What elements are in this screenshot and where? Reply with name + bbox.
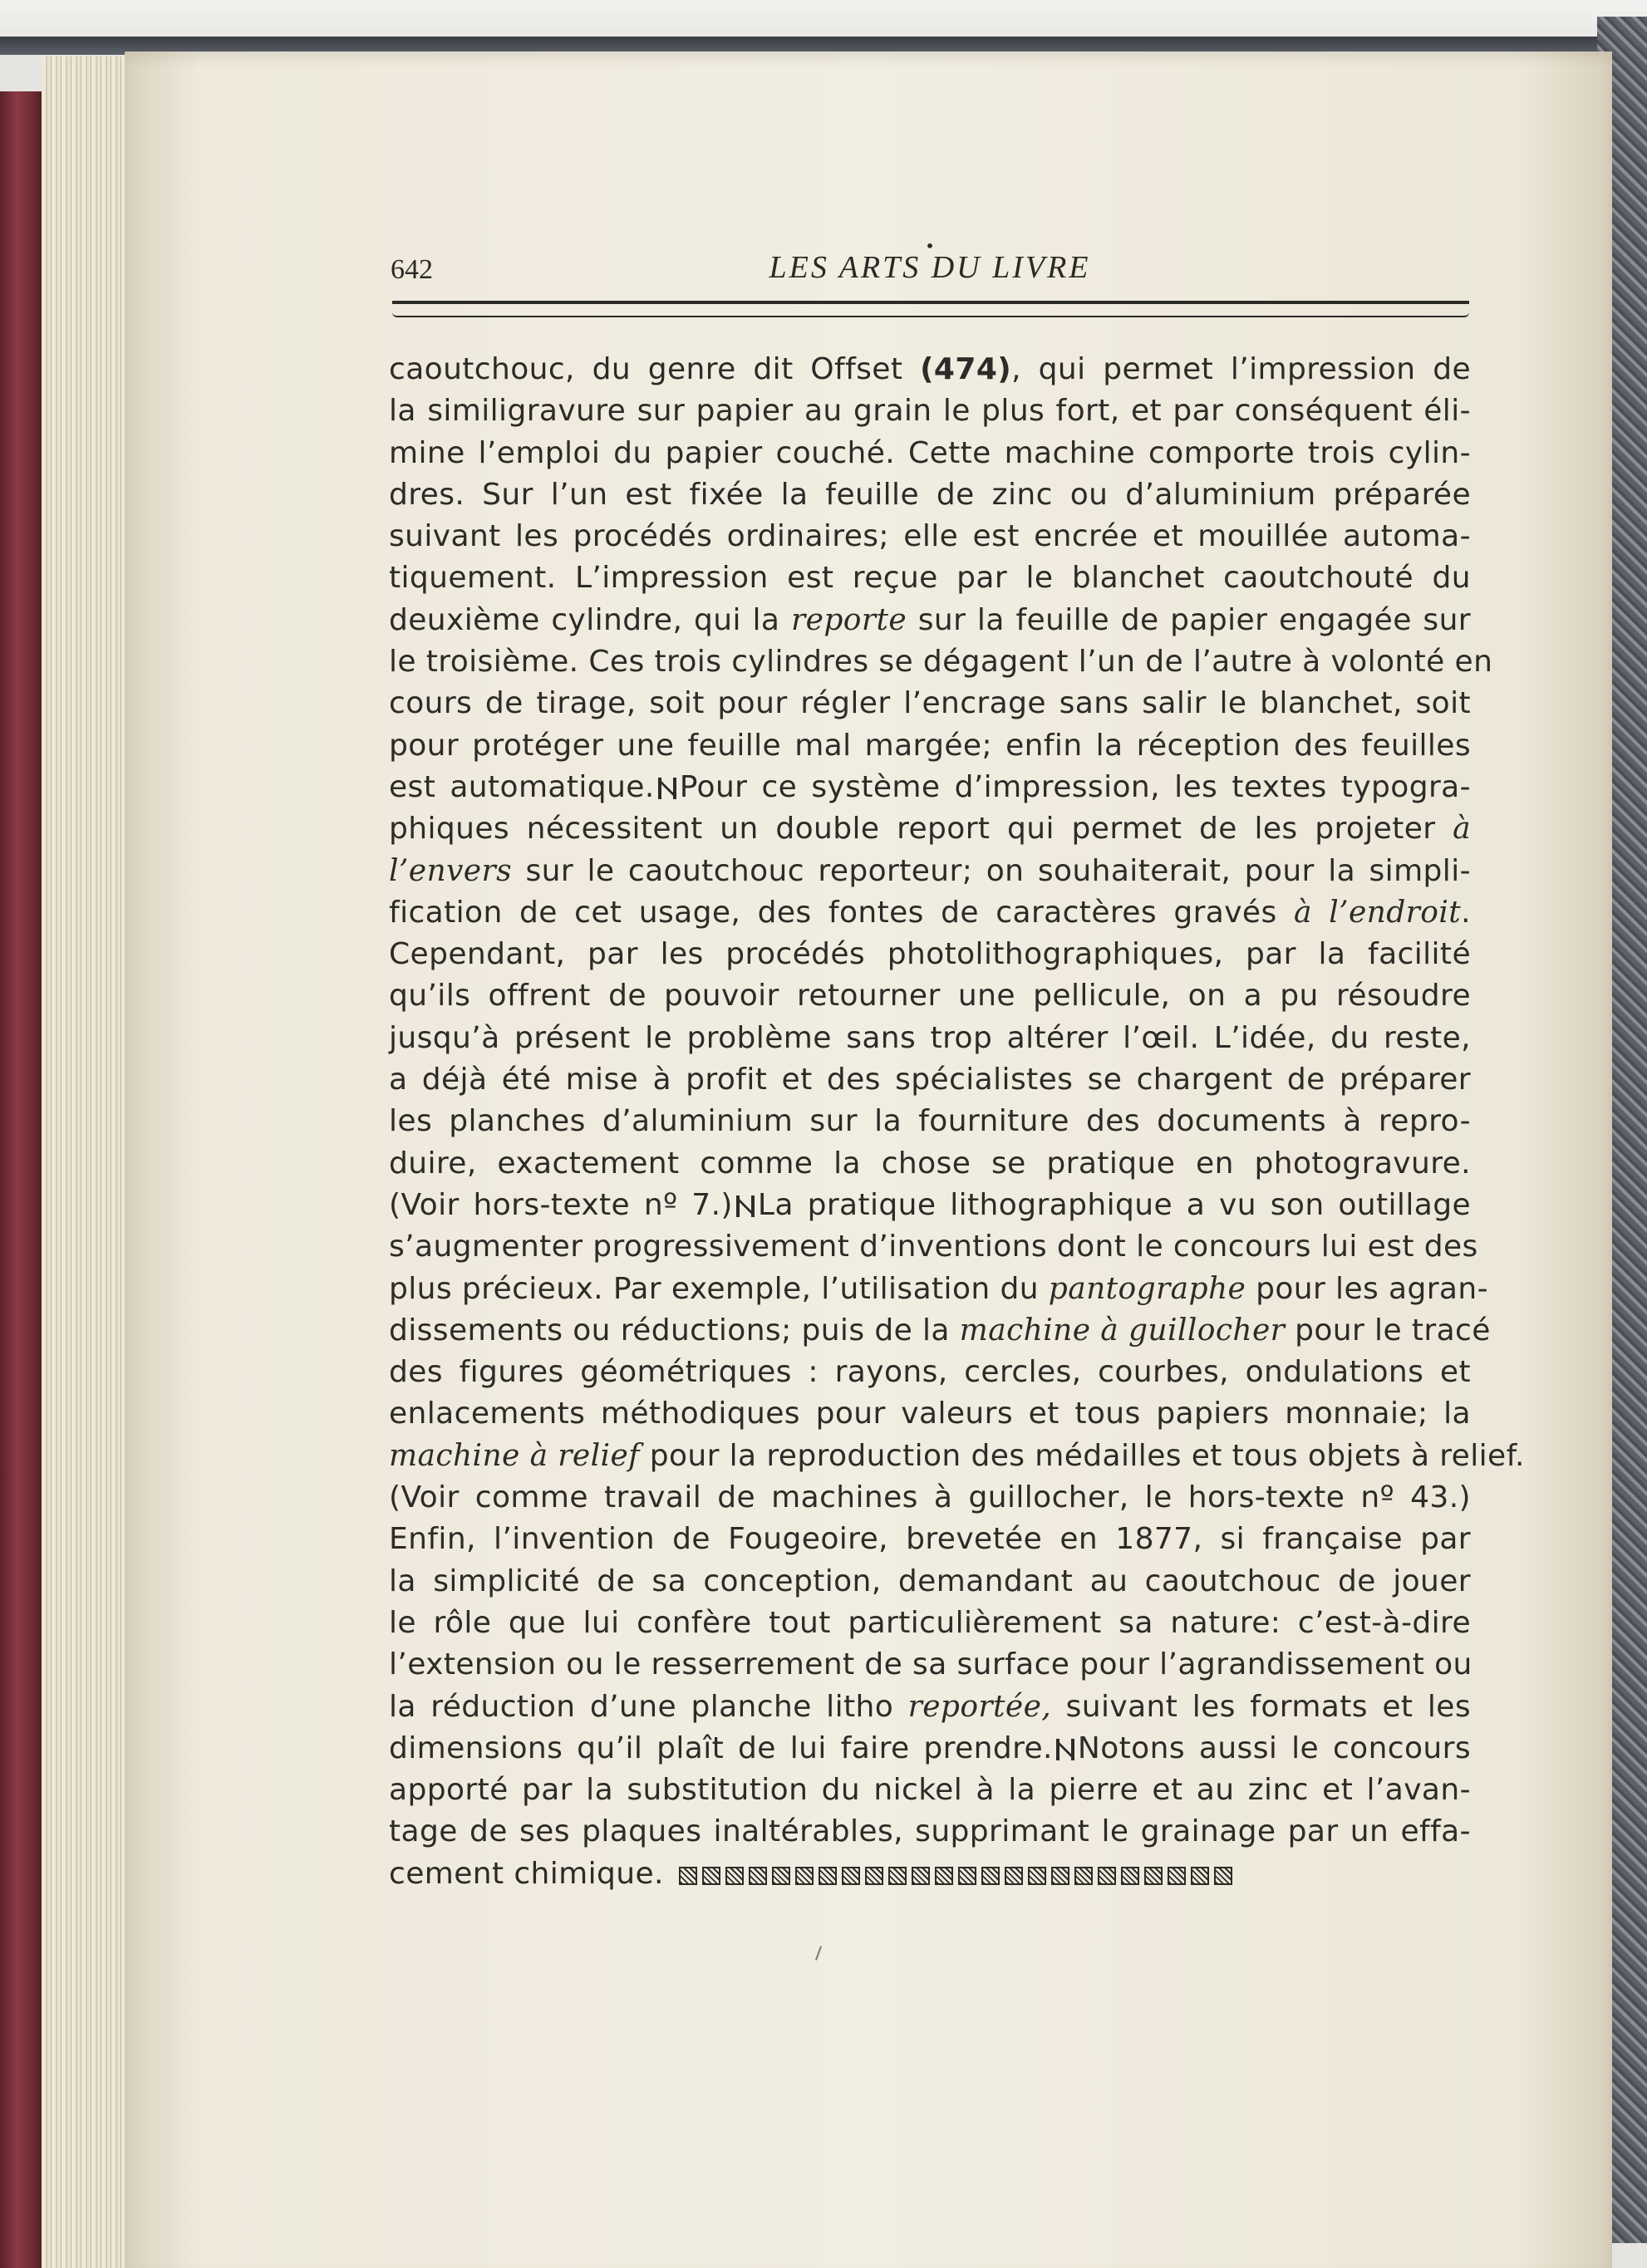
running-title: LES ARTS DU LIVRE [769,250,1091,285]
text-line: la simplicité de sa conception, demandant au caoutchouc de jouer [389,1564,1471,1598]
text-run: (Voir hors-texte nº 7.) [389,1187,733,1222]
text-line: des figures géométriques : rayons, cercles, courbes, ondulations et [389,1355,1471,1390]
square-fleuron-icon [1191,1867,1209,1885]
square-fleuron-icon [842,1867,860,1885]
text-line: duire, exactement comme la chose se pratique en photogravure. [389,1146,1471,1181]
page-header [391,249,1469,292]
square-fleuron-icon [1144,1867,1163,1885]
square-fleuron-icon [1168,1867,1186,1885]
square-fleuron-icon [1028,1867,1046,1885]
text-line: pour protéger une feuille mal margée; enfin la réception des feuilles [389,728,1471,763]
text-line: Enfin, l’invention de Fougeoire, brevetée en 1877, si française par [389,1522,1471,1557]
text-run: . [1461,895,1471,930]
text-line [389,1686,1471,1728]
text-line [389,851,1471,892]
text-line [389,600,1471,641]
italic-term: pantographe [1048,1271,1246,1306]
text-line [389,1436,1525,1477]
square-fleuron-icon [981,1867,1000,1885]
text-line: (Voir comme travail de machines à guillocher, le hors-texte nº 43.) [389,1480,1471,1515]
text-line-final [389,1853,1471,1895]
square-fleuron-icon [819,1867,837,1885]
square-fleuron-icon [865,1867,883,1885]
text-line: le rôle que lui confère tout particulièrement sa nature: c’est-à-dire [389,1605,1471,1640]
square-fleuron-icon [1051,1867,1069,1885]
italic-term: machine à relief [389,1438,640,1473]
square-fleuron-icon [1098,1867,1116,1885]
italic-term: à l’endroit [1293,895,1462,930]
text-line: s’augmenter progressivement d’inventions dont le concours lui est des [389,1230,1478,1264]
text-line [389,1269,1488,1310]
text-line: tiquement. L’impression est reçue par le blanchet caoutchouté du [389,561,1471,596]
text-line [389,349,1471,390]
text-line [389,808,1471,850]
text-line: la similigravure sur papier au grain le plus fort, et par conséquent éli- [389,394,1471,429]
square-fleuron-icon [888,1867,907,1885]
square-fleuron-icon [935,1867,953,1885]
text-run: La pratique lithographique a vu son outillage [757,1187,1472,1222]
italic-term: à [1453,812,1471,847]
text-line: Cependant, par les procédés photolithographiques, par la facilité [389,937,1471,972]
square-fleuron-icon [702,1867,720,1885]
text-line: dres. Sur l’un est fixée la feuille de zinc ou d’aluminium préparée [389,477,1471,512]
italic-term: reporte [791,602,907,637]
square-fleuron-icon [912,1867,930,1885]
header-dot: • [925,236,935,256]
text-line: enlacements méthodiques pour valeurs et tous papiers monnaie; la [389,1397,1471,1431]
text-run: est automatique. [389,769,655,804]
text-run: fication de cet usage, des fontes de caractères gravés [389,895,1294,930]
square-fleuron-icon [772,1867,790,1885]
square-fleuron-icon [725,1867,744,1885]
body-text [389,349,1525,1895]
square-fleuron-icon [1005,1867,1023,1885]
text-line [389,767,1471,808]
text-line: l’extension ou le resserrement de sa surface pour l’agrandissement ou [389,1647,1472,1682]
text-run: sur le caoutchouc reporteur; on souhaiterait, pour la simpli- [511,853,1471,888]
text-run: pour les agran- [1246,1271,1488,1306]
text-run: caoutchouc, du genre dit Offset [389,352,921,386]
text-run: pour le tracé [1285,1313,1491,1348]
text-run: pour la reproduction des médailles et tous objets à relief. [639,1438,1525,1473]
text-line: cours de tirage, soit pour régler l’encrage sans salir le blanchet, soit [389,686,1471,721]
text-line: jusqu’à présent le problème sans trop altérer l’œil. L’idée, du reste, [389,1020,1471,1055]
section-dingbat-icon [658,778,676,799]
text-line: mine l’emploi du papier couché. Cette machine comporte trois cylin- [389,435,1471,470]
text-run: dissements ou réductions; puis de la [389,1313,960,1348]
square-fleuron-icon [1214,1867,1232,1885]
text-run: la réduction d’une planche litho [389,1689,908,1724]
text-run: phiques nécessitent un double report qui permet de les projeter [389,812,1453,847]
book-binding-spine [0,91,43,2268]
text-line: a déjà été mise à profit et des spécialistes se chargent de préparer [389,1063,1471,1097]
square-fleuron-icon [679,1867,697,1885]
text-line: suivant les procédés ordinaires; elle est encrée et mouillée automa- [389,519,1471,554]
text-line [389,1310,1491,1352]
text-line: apporté par la substitution du nickel à la pierre et au zinc et l’avan- [389,1773,1471,1808]
text-run: plus précieux. Par exemple, l’utilisation du [389,1271,1049,1306]
header-rule [392,301,1469,317]
line-filler-ornaments [679,1853,1237,1895]
square-fleuron-icon [1121,1867,1139,1885]
square-fleuron-icon [749,1867,767,1885]
page-number: 642 [391,254,433,285]
section-dingbat-icon [736,1195,755,1217]
text-line: tage de ses plaques inaltérables, supprimant le grainage par un effa- [389,1814,1471,1849]
text-line: les planches d’aluminium sur la fourniture des documents à repro- [389,1104,1471,1139]
text-line: le troisième. Ces trois cylindres se dégagent l’un de l’autre à volonté en [389,645,1493,680]
text-line: qu’ils offrent de pouvoir retourner une pellicule, on a pu résoudre [389,979,1471,1014]
italic-term: machine à guillocher [959,1313,1286,1348]
italic-term: l’envers [389,853,512,888]
text-line [389,892,1471,934]
text-line [389,1185,1471,1226]
text-run: Notons aussi le concours [1077,1730,1471,1765]
text-run: suivant les formats et les [1051,1689,1471,1724]
figure-reference: (474) [920,352,1012,386]
section-dingbat-icon [1056,1739,1074,1760]
text-run: cement chimique. [389,1856,664,1891]
text-run: Pour ce système d’impression, les textes typogra- [679,769,1472,804]
text-run: , qui permet l’impression de [1011,352,1471,386]
text-run: dimensions qu’il plaît de lui faire prendre. [389,1730,1053,1765]
page-stack-edges [42,56,131,2268]
text-run: deuxième cylindre, qui la [389,602,792,637]
square-fleuron-icon [795,1867,814,1885]
text-run: sur la feuille de papier engagée sur [907,602,1471,637]
italic-term: reportée, [907,1689,1052,1724]
square-fleuron-icon [958,1867,976,1885]
square-fleuron-icon [1074,1867,1093,1885]
text-line [389,1728,1471,1770]
